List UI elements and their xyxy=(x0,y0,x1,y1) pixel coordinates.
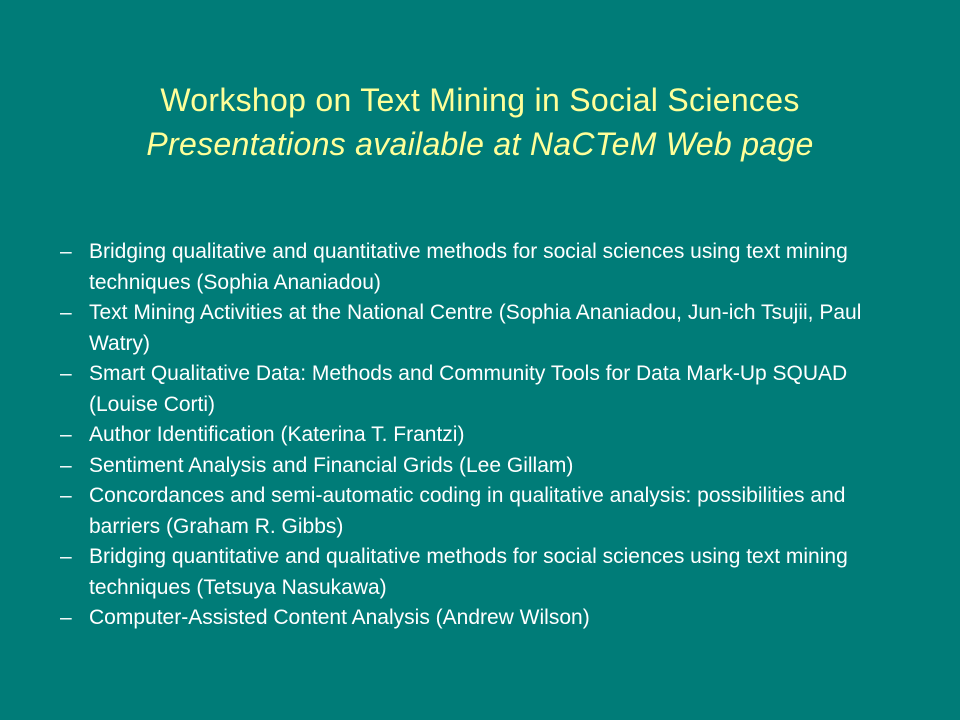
list-item-text: Computer-Assisted Content Analysis (Andrew Wilson) xyxy=(89,606,590,629)
presentation-list xyxy=(60,237,940,634)
bullet-dash: – xyxy=(60,362,72,385)
list-item-text: Smart Qualitative Data: Methods and Community Tools for Data Mark-Up SQUAD (Louise Corti) xyxy=(89,362,848,416)
list-item-text: Sentiment Analysis and Financial Grids (Lee Gillam) xyxy=(89,453,574,477)
list-item xyxy=(60,603,940,634)
list-item-text: Bridging qualitative and quantitative methods for social sciences using text mining techniques (Sophia Ananiadou) xyxy=(89,240,848,294)
list-item xyxy=(60,542,940,603)
slide-title: Workshop on Text Mining in Social Sciences xyxy=(160,82,800,118)
list-item xyxy=(60,298,940,359)
list-item-text: Author Identification (Katerina T. Frantzi) xyxy=(89,423,465,446)
list-item xyxy=(60,451,940,482)
bullet-dash: – xyxy=(60,606,72,629)
list-item xyxy=(60,237,940,298)
bullet-dash: – xyxy=(60,423,72,446)
bullet-dash: – xyxy=(60,301,72,324)
list-item xyxy=(60,481,940,542)
list-item-text: Text Mining Activities at the National Centre (Sophia Ananiadou, Jun-ich Tsujii, Paul Watry) xyxy=(89,301,862,355)
slide-subtitle: Presentations available at NaCTeM Web page xyxy=(146,126,814,162)
bullet-dash: – xyxy=(60,484,72,507)
bullet-dash: – xyxy=(60,545,72,568)
bullet-dash: – xyxy=(60,240,72,263)
slide-title-block xyxy=(40,78,920,166)
list-item xyxy=(60,420,940,451)
list-item-text: Bridging quantitative and qualitative methods for social sciences using text mining techniques (Tetsuya Nasukawa) xyxy=(89,545,848,599)
list-item-text: Concordances and semi-automatic coding in qualitative analysis: possibilities and barriers (Graham R. Gibbs) xyxy=(89,484,846,538)
bullet-dash: – xyxy=(60,453,72,477)
list-item xyxy=(60,359,940,420)
